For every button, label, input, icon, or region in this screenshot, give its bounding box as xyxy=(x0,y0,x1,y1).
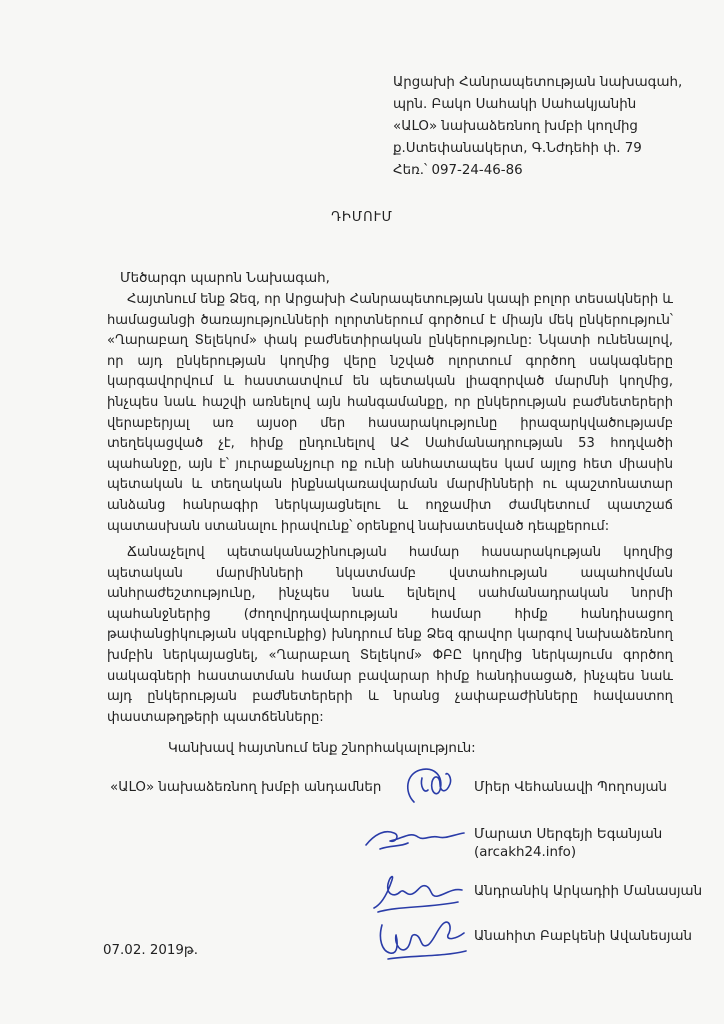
thanks-line: Կանխավ հայտնում ենք շնորհակալություն: xyxy=(168,741,476,756)
addressee-line: պրն. Բակո Սահակի Սահակյանին xyxy=(393,97,637,112)
document-date: 07.02. 2019թ. xyxy=(103,943,199,958)
addressee-block xyxy=(393,72,713,182)
salutation: Մեծարգո պարոն Նախագահ, xyxy=(120,271,330,286)
body-paragraph-1: Հայտնում ենք Ձեզ, որ Արցախի Հանրապետության կապի բոլոր տեսակների և համացանցի ծառայությունների ոլորտներում գործում է միայն մեկ ընկերություն՝ «Ղարաբաղ Տելեկոմ» փակ բաժնետիրական ընկերությունը: Նկատի ունենալով, որ այդ ընկերության կողմից վերը նշված ոլորտում գործող սակագները կարգավորվում և հաստատվում են պետական լիազորված մարմնի կողմից, ինչպես նաև հաշվի առնելով այն հանգամանքը, որ ընկերության բաժնետերերի վերաբերյալ առ այսօր մեր հասարակությունը իրազարկվածությամբ տեղեկացված չէ, հիմք ընդունելով ԱՀ Սահմանադրության 53 հոդվածի պահանջը, այն է՝ յուրաքանչյուր ոք ունի անհատապես կամ այլոց հետ միասին պետական և տեղական ինքնակառավարման մարմինների ու պաշտոնատար անձանց հանրագիր ներկայացնելու և ողջամիտ ժամկետում պատշաճ պատասխան ստանալու իրավունք՝ օրենքով նախատեսված դեպքերում: xyxy=(107,292,673,534)
body-paragraph-2: Ճանաչելով պետականաշինության համար հասարակության կողմից պետական մարմինների նկատմամբ վստահության ապահովման անհրաժեշտությունը, ինչպես նաև ելնելով սահմանադրական նորմի պահանջներից (ժողովրդավարության համար հիմք հանդիսացող թափանցիկության սկզբունքից) խնդրում ենք Ձեզ գրավոր կարգով նախաձեռնող խմբին ներկայացնել, «Ղարաբաղ Տելեկոմ» ՓԲԸ կողմից ներկայումս գործող սակագների հաստատման համար բավարար հիմք հանդիսացած, ինչպես նաև այդ ընկերության բաժնետերերի և նրանց չափաբաժինները հավաստող փաստաթղթերի պատճենները: xyxy=(107,545,673,725)
addressee-line: «ԱLO» նախաձեռնող խմբի կողմից xyxy=(393,119,638,134)
member-name: Մարատ Սերգեյի Եգանյան xyxy=(474,827,663,842)
signature-1 xyxy=(400,762,462,812)
member-name: Անահիտ Բաբկենի Ավանեսյան xyxy=(474,929,693,944)
addressee-line: Արցախի Հանրապետության նախագահ, xyxy=(393,75,683,90)
member-name: Անդրանիկ Արկադիի Մանասյան xyxy=(474,884,703,899)
group-label: «ԱLO» նախաձեռնող խմբի անդամներ xyxy=(110,780,382,795)
signature-4 xyxy=(372,905,472,965)
signature-2 xyxy=(360,815,470,859)
addressee-phone: Հեռ.՝ 097-24-46-86 xyxy=(393,163,523,178)
member-name: Միեր Վեհանավի Պողոսյան xyxy=(474,780,668,795)
addressee-line: ք.Ստեփանակերտ, Գ.Նժդեհի փ. 79 xyxy=(393,141,642,156)
source-watermark: (arcakh24.info) xyxy=(474,845,577,860)
document-title: ԴԻՄՈՒՄ xyxy=(331,210,393,225)
